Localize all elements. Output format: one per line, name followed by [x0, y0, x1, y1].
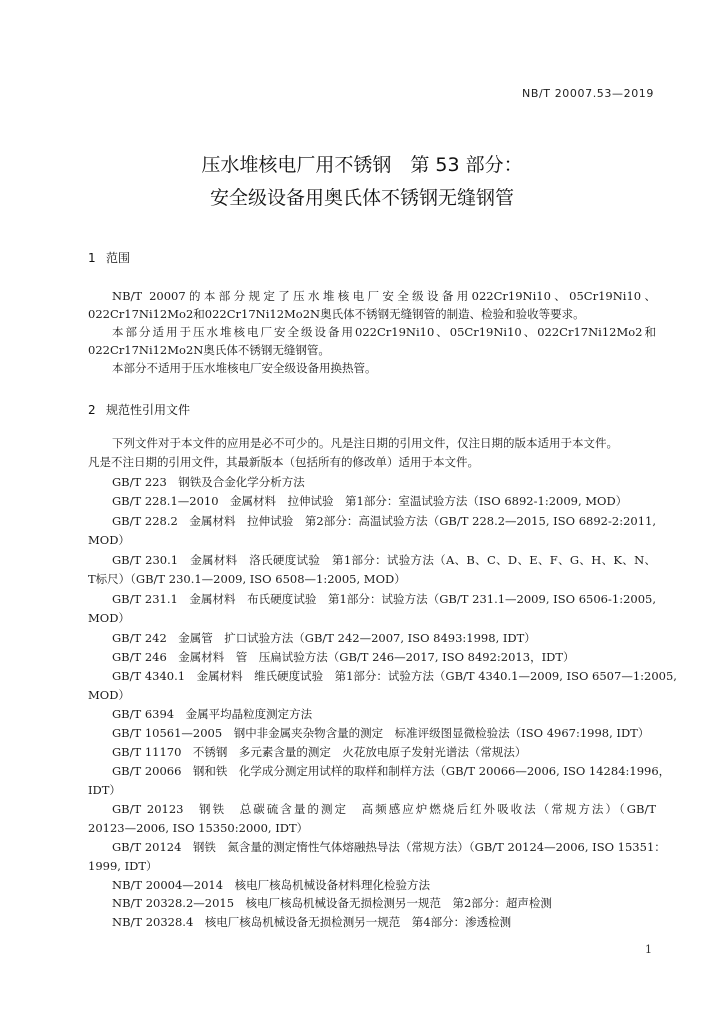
section-title: 规范性引用文件: [106, 403, 191, 417]
reference-entry-continued: 1999, IDT）: [88, 859, 158, 873]
section-number: 1: [88, 251, 96, 265]
reference-entry-continued: MOD）: [88, 533, 130, 547]
reference-entry: GB/T 20123 钢铁 总碳硫含量的测定 高频感应炉燃烧后红外吸收法（常规方法）（GB/T: [112, 802, 656, 816]
reference-entry: NB/T 20004—2014 核电厂核岛机械设备材料理化检验方法: [112, 878, 431, 892]
section-heading-scope: [88, 249, 130, 266]
reference-entry: GB/T 20066 钢和铁 化学成分测定用试样的取样和制样方法（GB/T 20066—2006, ISO 14284:1996，: [112, 764, 671, 778]
reference-entry: GB/T 246 金属材料 管 压扁试验方法（GB/T 246—2017, ISO 8492:2013，IDT）: [112, 650, 575, 664]
reference-entry: NB/T 20328.2—2015 核电厂核岛机械设备无损检测另一规范 第2部分：超声检测: [112, 896, 552, 910]
paragraph-line: 本部分不适用于压水堆核电厂安全级设备用换热管。: [112, 361, 377, 375]
reference-entry: GB/T 4340.1 金属材料 维氏硬度试验 第1部分：试验方法（GB/T 4340.1—2009, ISO 6507—1:2005,: [112, 669, 677, 683]
reference-entry: GB/T 6394 金属平均晶粒度测定方法: [112, 707, 313, 721]
reference-entry: GB/T 228.2 金属材料 拉伸试验 第2部分：高温试验方法（GB/T 228.2—2015, ISO 6892-2:2011,: [112, 514, 656, 528]
document-title-line1: 压水堆核电厂用不锈钢 第 53 部分：: [201, 154, 523, 176]
reference-entry: GB/T 228.1—2010 金属材料 拉伸试验 第1部分：室温试验方法（ISO 6892-1:2009, MOD）: [112, 494, 628, 508]
section-heading-normative-references: [88, 401, 190, 418]
reference-entry: NB/T 20328.4 核电厂核岛机械设备无损检测另一规范 第4部分：渗透检测: [112, 915, 512, 929]
reference-entry-continued: MOD）: [88, 611, 130, 625]
reference-entry-continued: MOD）: [88, 688, 130, 702]
reference-entry: GB/T 20124 钢铁 氮含量的测定惰性气体熔融热导法（常规方法）（GB/T 20124—2006, ISO 15351：: [112, 840, 666, 854]
reference-entry: GB/T 10561—2005 钢中非金属夹杂物含量的测定 标准评级图显微检验法（ISO 4967:1998, IDT）: [112, 726, 650, 740]
paragraph-line: 下列文件对于本文件的应用是必不可少的。凡是注日期的引用文件，仅注日期的版本适用于本文件。: [112, 436, 618, 450]
reference-entry: GB/T 11170 不锈钢 多元素含量的测定 火花放电原子发射光谱法（常规法）: [112, 745, 527, 759]
paragraph-line: 本部分适用于压水堆核电厂安全级设备用022Cr19Ni10、05Cr19Ni10、022Cr17Ni12Mo2和: [112, 325, 656, 339]
section-number: 2: [88, 403, 96, 417]
reference-entry: GB/T 223 钢铁及合金化学分析方法: [112, 475, 305, 489]
document-title-line2: 安全级设备用奥氏体不锈钢无缝钢管: [209, 187, 514, 209]
paragraph-line: 凡是不注日期的引用文件，其最新版本（包括所有的修改单）适用于本文件。: [88, 455, 479, 469]
page-number: 1: [645, 943, 652, 956]
reference-entry-continued: 20123—2006, ISO 15350:2000, IDT）: [88, 821, 309, 835]
reference-entry: GB/T 230.1 金属材料 洛氏硬度试验 第1部分：试验方法（A、B、C、D、E、F、G、H、K、N、: [112, 553, 656, 567]
reference-entry-continued: IDT）: [88, 783, 121, 797]
paragraph-line: 022Cr17Ni12Mo2和022Cr17Ni12Mo2N奥氏体不锈钢无缝钢管的制造、检验和验收等要求。: [88, 307, 585, 321]
reference-entry: GB/T 242 金属管 扩口试验方法（GB/T 242—2007, ISO 8493:1998, IDT）: [112, 631, 536, 645]
section-title: 范围: [106, 251, 131, 265]
paragraph-line: NB/T 20007的本部分规定了压水堆核电厂安全级设备用022Cr19Ni10、05Cr19Ni10、: [112, 289, 656, 303]
reference-entry-continued: T标尺）（GB/T 230.1—2009, ISO 6508—1:2005, MOD）: [88, 572, 406, 586]
reference-entry: GB/T 231.1 金属材料 布氏硬度试验 第1部分：试验方法（GB/T 231.1—2009, ISO 6506-1:2005,: [112, 592, 656, 606]
standard-number-header: NB/T 20007.53—2019: [522, 87, 654, 100]
paragraph-line: 022Cr17Ni12Mo2N奥氏体不锈钢无缝钢管。: [88, 343, 330, 357]
